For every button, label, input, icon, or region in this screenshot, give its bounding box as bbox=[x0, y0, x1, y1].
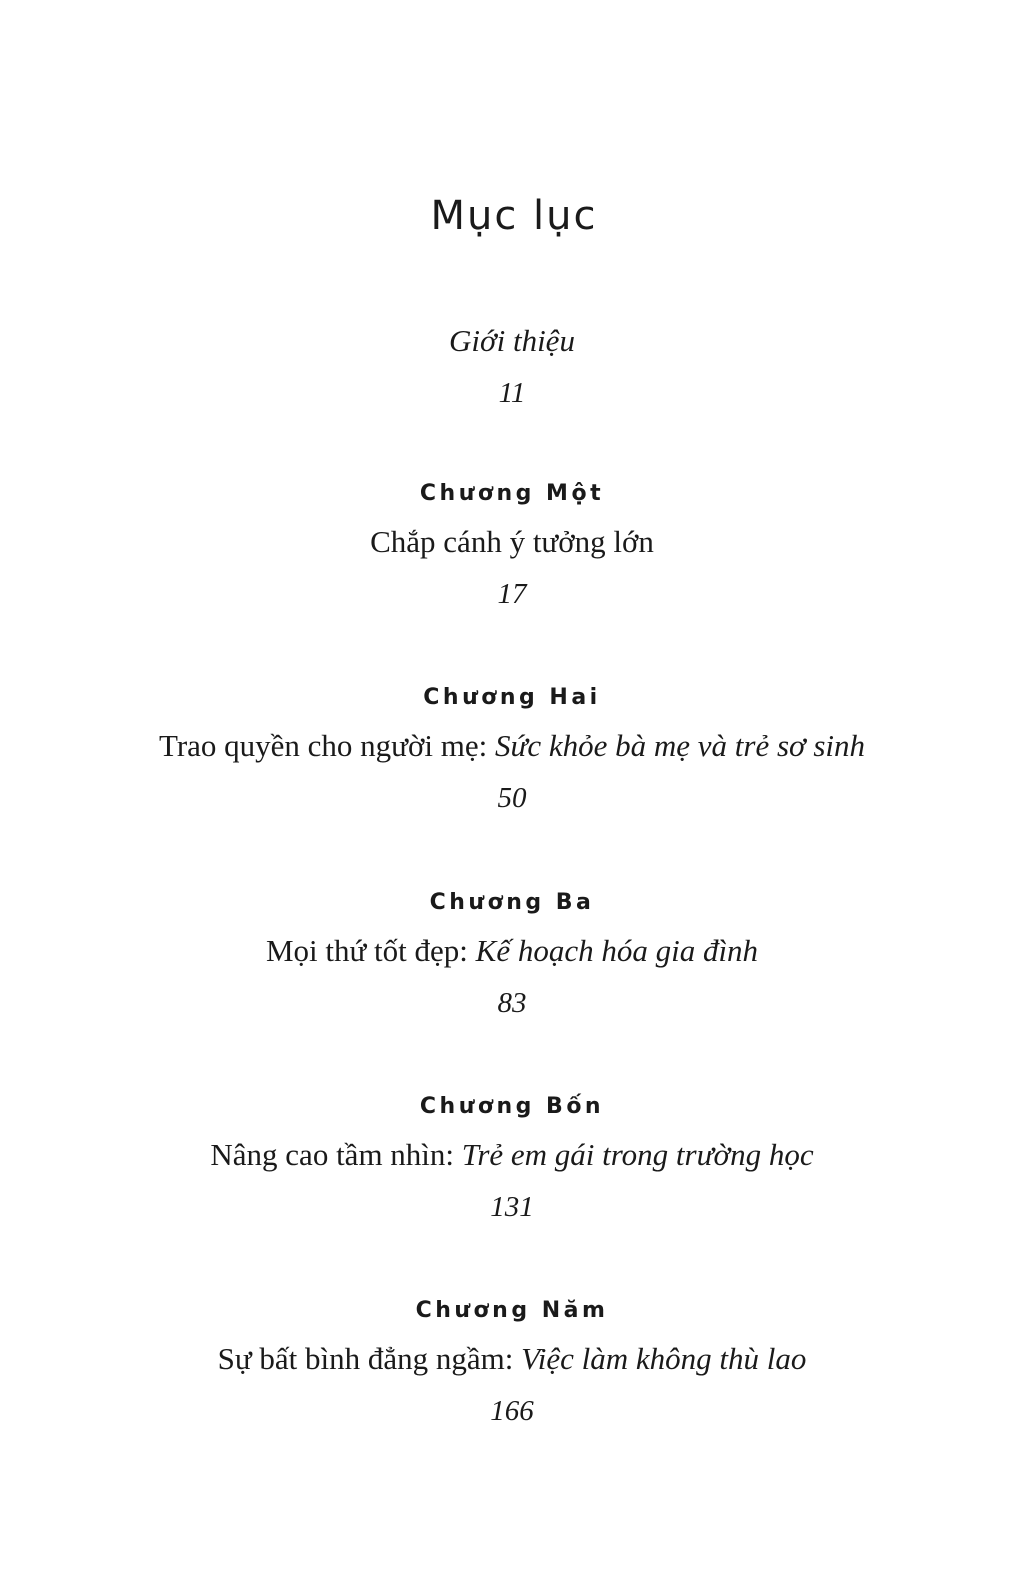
chapter-title bbox=[0, 522, 1024, 562]
chapter-title bbox=[0, 1135, 1024, 1175]
chapter-subtitle: Kế hoạch hóa gia đình bbox=[475, 933, 759, 968]
chapter-page-number: 50 bbox=[497, 782, 527, 814]
chapter-subtitle: Việc làm không thù lao bbox=[521, 1341, 807, 1376]
chapter-title-main: Nâng cao tầm nhìn: bbox=[210, 1137, 462, 1172]
chapter-title-main: Mọi thứ tốt đẹp: bbox=[265, 933, 476, 968]
toc-entry-chapter-2 bbox=[0, 682, 1024, 818]
toc-entry-chapter-4 bbox=[0, 1091, 1024, 1227]
chapter-label: Chương Ba bbox=[429, 890, 595, 915]
toc-entry-chapter-3 bbox=[0, 887, 1024, 1023]
chapter-label: Chương Bốn bbox=[419, 1094, 605, 1119]
chapter-page-number: 131 bbox=[490, 1191, 534, 1223]
chapter-page-number: 83 bbox=[497, 987, 527, 1019]
chapter-title bbox=[0, 931, 1024, 971]
introduction-page-number: 11 bbox=[498, 377, 526, 409]
chapter-page-number: 166 bbox=[490, 1395, 534, 1427]
chapter-title-main: Trao quyền cho người mẹ: bbox=[158, 728, 495, 763]
introduction-title: Giới thiệu bbox=[449, 323, 575, 358]
chapter-title bbox=[0, 726, 1024, 766]
chapter-subtitle: Trẻ em gái trong trường học bbox=[461, 1137, 814, 1172]
page-title: Mục lục bbox=[430, 193, 598, 239]
chapter-label: Chương Một bbox=[419, 481, 605, 506]
toc-entry-chapter-5 bbox=[0, 1295, 1024, 1431]
chapter-title-main: Chắp cánh ý tưởng lớn bbox=[370, 524, 654, 559]
chapter-title-main: Sự bất bình đẳng ngầm: bbox=[217, 1341, 522, 1376]
chapter-label: Chương Hai bbox=[423, 685, 601, 710]
chapter-title bbox=[0, 1339, 1024, 1379]
toc-entry-introduction bbox=[0, 321, 1024, 413]
chapter-label: Chương Năm bbox=[415, 1298, 609, 1323]
toc-entry-chapter-1 bbox=[0, 478, 1024, 614]
chapter-page-number: 17 bbox=[497, 578, 527, 610]
chapter-subtitle: Sức khỏe bà mẹ và trẻ sơ sinh bbox=[494, 728, 866, 763]
